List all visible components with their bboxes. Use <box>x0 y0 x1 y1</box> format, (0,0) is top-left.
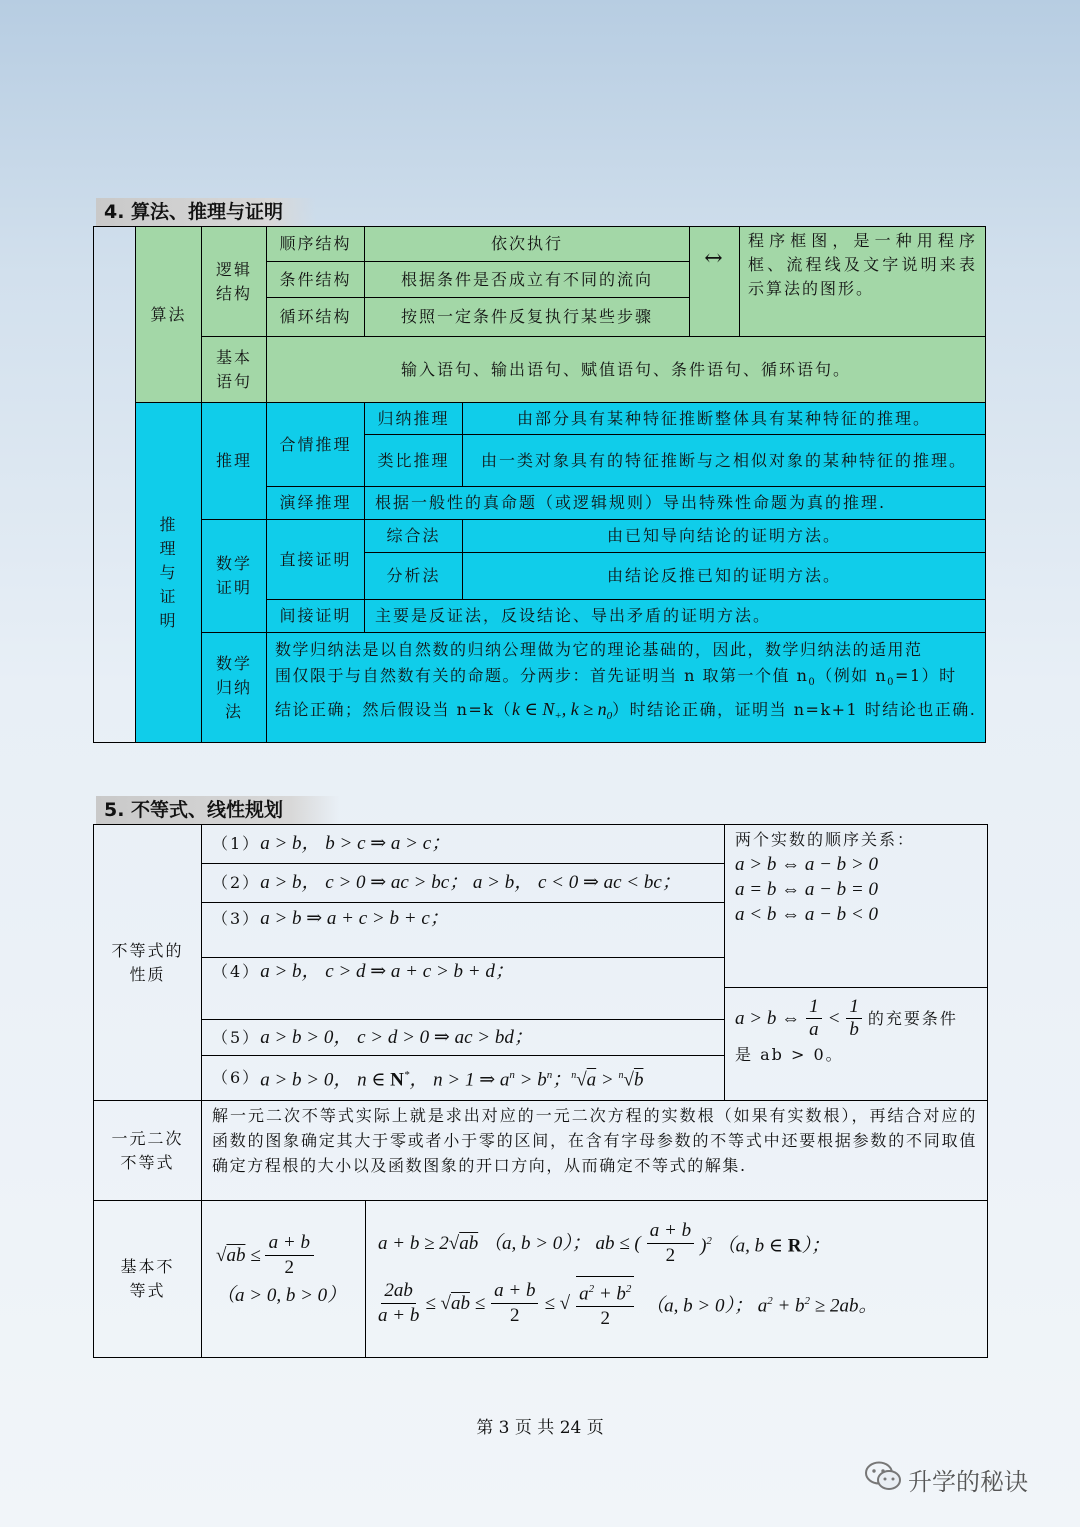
harmonic-mean: $\frac{2ab}{a + b}$ <box>378 1280 420 1327</box>
property-6 <box>201 1055 725 1101</box>
le-qm: ≤ √ <box>544 1292 571 1314</box>
arrow-cell <box>689 226 740 337</box>
mi-sub-0b: 0 <box>887 677 896 689</box>
induction-text: 归纳推理 <box>377 408 450 428</box>
order-lt: a < b ⇔ a − b < 0 <box>735 904 878 925</box>
cond-structure-desc <box>364 261 690 298</box>
property-4-num: （4） <box>212 962 261 981</box>
analogy-desc <box>462 434 986 487</box>
property-5-num: （5） <box>212 1027 261 1047</box>
basic-ineq-main <box>201 1200 366 1358</box>
direct-text: 直接证明 <box>279 549 352 569</box>
basic-ineq-extensions <box>365 1200 988 1358</box>
synthetic-desc-text: 由已知导向结论的证明方法。 <box>606 526 841 545</box>
analytic-desc-text: 由结论反推已知的证明方法。 <box>606 566 841 585</box>
properties-text: 不等式的性质 <box>111 940 184 984</box>
basic-statement-label <box>201 336 267 403</box>
indirect-text: 间接证明 <box>279 606 352 625</box>
reciprocal-tail: 的充要条件 <box>867 1008 958 1028</box>
reciprocal-cell <box>724 987 988 1101</box>
reasoning-proof-text: 推理与证明 <box>159 514 178 630</box>
analogy-desc-text: 由一类对象具有的特征推断与之相似对象的某种特征的推理。 <box>480 450 967 470</box>
am-gm-inequality <box>216 1231 355 1280</box>
property-3-num: （3） <box>212 909 261 928</box>
deductive-text: 演绎推理 <box>279 493 352 512</box>
property-1-formula: a > b， b > c ⇒ a > c； <box>260 833 451 854</box>
mi-line-1: 数学归纳法是以自然数的归纳公理做为它的理论基础的，因此，数学归纳法的适用范 <box>275 640 923 659</box>
order-gt: a > b ⇔ a − b > 0 <box>735 854 878 875</box>
deductive-label <box>266 486 365 520</box>
math-induction-text: 数学归纳法 <box>216 653 253 721</box>
ineq-line-2-tail: （a, b > 0）； $a^2 + b^2 \ge 2ab$。 <box>640 1295 878 1317</box>
outer-blank-cell <box>93 226 136 743</box>
property-1-num: （1） <box>212 834 261 853</box>
mi-sub-0c: 0 <box>606 710 613 723</box>
page-footer: 第 3 页 共 24 页 <box>476 1418 604 1438</box>
analogy-text: 类比推理 <box>377 450 450 470</box>
analytic-label <box>364 552 463 600</box>
algorithm-text: 算法 <box>150 304 187 324</box>
flowchart-text: 程序框图，是一种用程序框、流程线及文字说明来表示算法的图形。 <box>748 231 977 298</box>
synthetic-label <box>364 519 463 553</box>
mi-line-3 <box>275 696 977 729</box>
algorithm-label <box>135 226 202 403</box>
sqrt-ab: √ab ≤ <box>216 1244 261 1266</box>
basic-condition: （a > 0, b > 0） <box>216 1285 347 1306</box>
induction-desc-text: 由部分具有某种特征推断整体具有某种特征的推理。 <box>516 408 931 428</box>
properties-label <box>93 824 202 1101</box>
basic-stmt-text: 基本语句 <box>216 347 253 391</box>
synthetic-desc <box>462 519 986 553</box>
cond-desc-text: 根据条件是否成立有不同的流向 <box>400 269 653 289</box>
ineq-2sqrtab: a + b ≥ 2√ab （a, b > 0）； ab ≤ ( <box>378 1232 641 1254</box>
basic-ineq-text: 基本不等式 <box>120 1257 175 1300</box>
cond-structure-label <box>266 261 365 298</box>
loop-text: 循环结构 <box>279 307 352 326</box>
synthetic-text: 综合法 <box>386 526 441 545</box>
deductive-desc-text: 根据一般性的真命题（或逻辑规则）导出特殊性命题为真的推理. <box>375 493 887 512</box>
a-plus-b-over-2: $\frac{a + b}{2}$ <box>265 1231 314 1280</box>
wechat-icon <box>864 1460 902 1498</box>
less-than: < <box>827 1007 841 1029</box>
property-6-formula: a > b > 0， n ∈ N*， n > 1 ⇒ $a^n > b^n$；$^n$√a > $^n$√b <box>260 1069 644 1091</box>
property-4 <box>201 957 725 1020</box>
reciprocal-left: a > b ⇔ <box>735 1007 801 1029</box>
mi-line-3b: k ∈ N <box>512 699 555 720</box>
le-sqrtab: ≤ √ab ≤ <box>425 1292 486 1314</box>
mi-line-3c: , k ≥ n <box>561 699 607 720</box>
loop-desc-text: 按照一定条件反复执行某些步骤 <box>400 307 653 326</box>
one-over-b: 1 b <box>846 996 862 1041</box>
order-title: 两个实数的顺序关系： <box>735 830 916 849</box>
seq-text: 顺序结构 <box>279 234 352 253</box>
order-eq: a = b ⇔ a − b = 0 <box>735 879 878 900</box>
plausible-text: 合情推理 <box>279 434 352 454</box>
plausible-label <box>266 402 365 487</box>
loop-structure-desc <box>364 297 690 337</box>
analogy-label <box>364 434 463 487</box>
mi-line-2b: （例如 n <box>816 666 888 685</box>
induction-label <box>364 402 463 435</box>
induction-desc <box>462 402 986 435</box>
analytic-text: 分析法 <box>386 566 441 585</box>
quadratic-desc-text: 解一元二次不等式实际上就是求出对应的一元二次方程的实数根（如果有实数根），再结合对应的函数的图象确定其大于零或者小于零的区间，在含有字母参数的不等式中还要根据参数的不同取值确定方程根的大小以及函数图象的开口方向，从而确定不等式的解集. <box>212 1106 977 1175</box>
reciprocal-line-2: 是 ab > 0。 <box>735 1045 844 1064</box>
basic-statement-desc <box>266 336 986 403</box>
math-induction-label <box>201 632 267 743</box>
ineq-line-2 <box>378 1276 977 1331</box>
section-5-title: 5. 不等式、线性规划 <box>96 796 340 824</box>
arith-mean: $\frac{a + b}{2}$ <box>491 1279 538 1328</box>
math-induction-desc <box>266 632 986 743</box>
property-4-formula: a > b， c > d ⇒ a + c > b + d； <box>260 961 514 982</box>
mi-sub-0a: 0 <box>808 677 817 689</box>
mi-line-2c: =1）时 <box>895 666 957 685</box>
property-1 <box>201 824 725 864</box>
ineq-line-1 <box>378 1219 977 1268</box>
mi-line-3a: 结论正确；然后假设当 n=k（ <box>275 700 512 720</box>
flowchart-desc <box>739 226 986 337</box>
property-5-formula: a > b > 0， c > d > 0 ⇒ ac > bd； <box>260 1026 533 1048</box>
reasoning-proof-label <box>135 402 202 743</box>
quadratic-desc <box>201 1100 988 1201</box>
reciprocal-line-1 <box>735 996 977 1041</box>
deductive-desc <box>364 486 986 520</box>
property-3 <box>201 902 725 958</box>
mi-line-2 <box>275 663 977 696</box>
property-3-formula: a > b ⇒ a + c > b + c； <box>260 908 449 929</box>
property-6-num: （6） <box>212 1068 261 1087</box>
mi-sub-plus: + <box>554 710 562 723</box>
basic-ineq-label <box>93 1200 202 1358</box>
ineq-frac-ab: a + b 2 <box>647 1219 694 1268</box>
mi-line-2a: 围仅限于与自然数有关的命题。分两步：首先证明当 n 取第一个值 n <box>275 666 809 685</box>
quadratic-label <box>93 1100 202 1201</box>
watermark-text: 升学的秘诀 <box>908 1467 1028 1496</box>
section-4-title: 4. 算法、推理与证明 <box>96 198 316 226</box>
logic-structure-text: 逻辑结构 <box>216 259 253 303</box>
analytic-desc <box>462 552 986 600</box>
ineq-square-tail: )$^2$ （a, b ∈ R）； <box>700 1234 830 1257</box>
indirect-proof-label <box>266 599 365 633</box>
indirect-proof-desc <box>364 599 986 633</box>
property-2-formula: a > b， c > 0 ⇒ ac > bc； a > b， c < 0 ⇒ ac < bc； <box>260 872 681 893</box>
reasoning-text: 推理 <box>215 451 252 470</box>
property-5 <box>201 1019 725 1056</box>
reasoning-label <box>201 402 267 520</box>
property-2 <box>201 863 725 903</box>
loop-structure-label <box>266 297 365 337</box>
one-over-a: 1 a <box>806 996 822 1041</box>
order-relation-cell <box>724 824 988 988</box>
watermark <box>864 1460 1028 1498</box>
property-2-num: （2） <box>212 873 261 892</box>
logic-structure-label <box>201 226 267 337</box>
double-arrow-icon: ↔ <box>704 246 725 271</box>
quadratic-mean: $a^2 + b^2$ 2 <box>576 1276 634 1331</box>
basic-stmt-desc-text: 输入语句、输出语句、赋值语句、条件语句、循环语句。 <box>400 359 851 379</box>
math-proof-label <box>201 519 267 633</box>
seq-structure-desc <box>364 226 690 262</box>
math-proof-text: 数学证明 <box>216 554 253 597</box>
indirect-desc-text: 主要是反证法，反设结论、导出矛盾的证明方法。 <box>375 606 772 625</box>
cond-text: 条件结构 <box>279 269 352 289</box>
seq-structure-label <box>266 226 365 262</box>
direct-proof-label <box>266 519 365 600</box>
seq-desc-text: 依次执行 <box>490 234 563 253</box>
quadratic-text: 一元二次不等式 <box>111 1128 184 1172</box>
mi-line-3d: ）时结论正确，证明当 n=k+1 时结论也正确. <box>612 700 977 720</box>
